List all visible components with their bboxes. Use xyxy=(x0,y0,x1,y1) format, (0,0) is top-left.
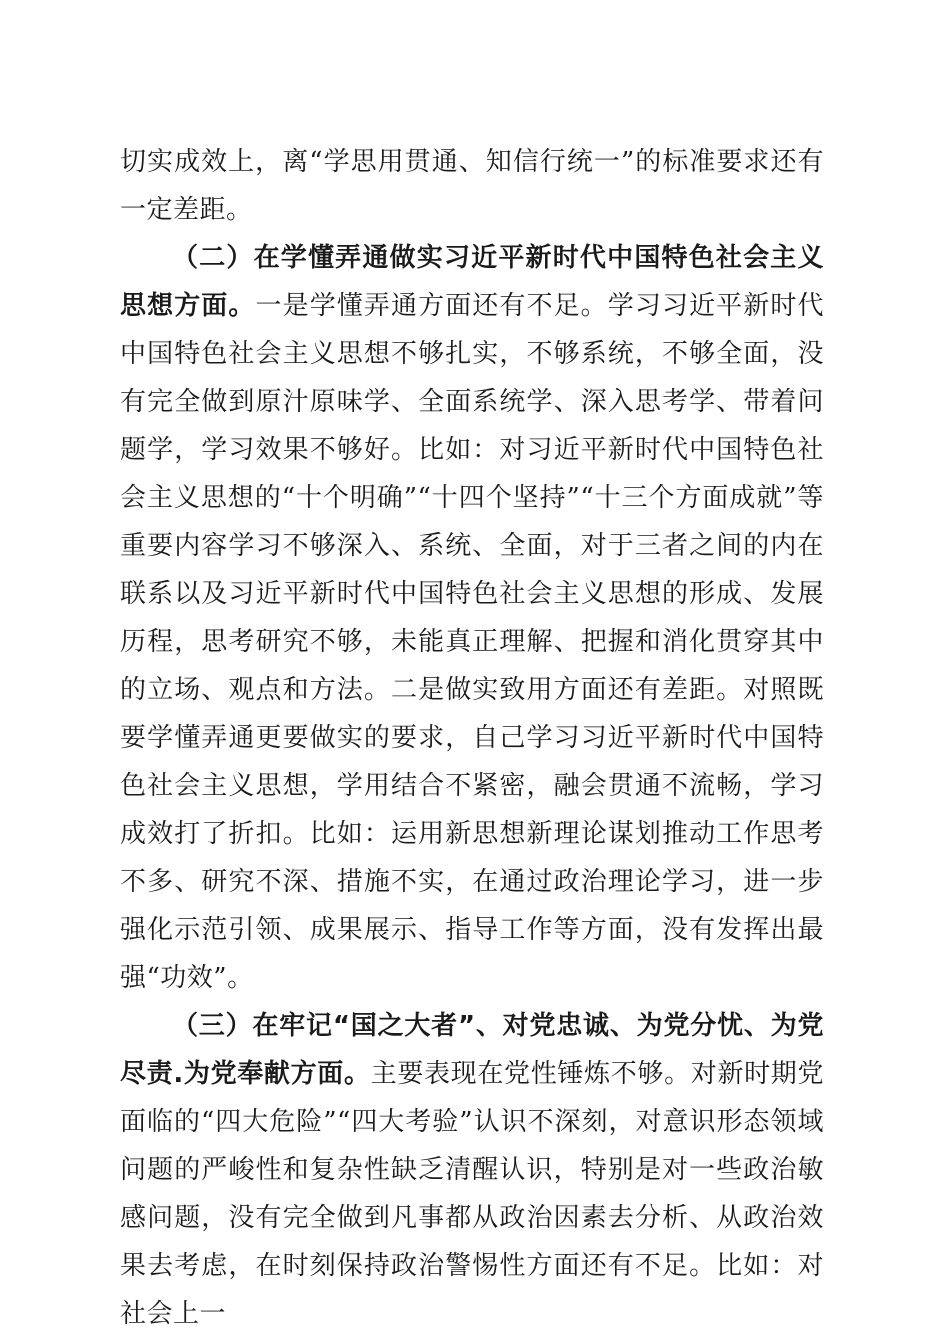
paragraph-section-3 xyxy=(120,1002,824,1338)
section-heading: （三）在牢记“国之大者”、对党忠诚、为党分忧、为党尽责.为党奉献方面。 xyxy=(120,1011,824,1089)
paragraph-text: 切实成效上，离“学思用贯通、知信行统一”的标准要求还有一定差距。 xyxy=(120,147,824,225)
section-heading: （二）在学懂弄通做实习近平新时代中国特色社会主义思想方面。 xyxy=(120,243,824,321)
paragraph-text: 主要表现在党性锤炼不够。对新时期党面临的“四大危险”“四大考验”认识不深刻，对意识形态领域问题的严峻性和复杂性缺乏清醒认识，特别是对一些政治敏感问题，没有完全做到凡事都从政治因素去分析、从政治效果去考虑，在时刻保持政治警惕性方面还有不足。比如：对社会上一 xyxy=(120,1059,824,1329)
paragraph-section-2 xyxy=(120,234,824,1002)
paragraph-continuation xyxy=(120,138,824,234)
document-body xyxy=(120,138,824,1338)
paragraph-text: 一是学懂弄通方面还有不足。学习习近平新时代中国特色社会主义思想不够扎实，不够系统，不够全面，没有完全做到原汁原味学、全面系统学、深入思考学、带着问题学，学习效果不够好。比如：对习近平新时代中国特色社会主义思想的“十个明确”“十四个坚持”“十三个方面成就”等重要内容学习不够深入、系统、全面，对于三者之间的内在联系以及习近平新时代中国特色社会主义思想的形成、发展历程，思考研究不够，未能真正理解、把握和消化贯穿其中的立场、观点和方法。二是做实致用方面还有差距。对照既要学懂弄通更要做实的要求，自己学习习近平新时代中国特色社会主义思想，学用结合不紧密，融会贯通不流畅，学习成效打了折扣。比如：运用新思想新理论谋划推动工作思考不多、研究不深、措施不实，在通过政治理论学习，进一步强化示范引领、成果展示、指导工作等方面，没有发挥出最强“功效”。 xyxy=(120,291,824,993)
